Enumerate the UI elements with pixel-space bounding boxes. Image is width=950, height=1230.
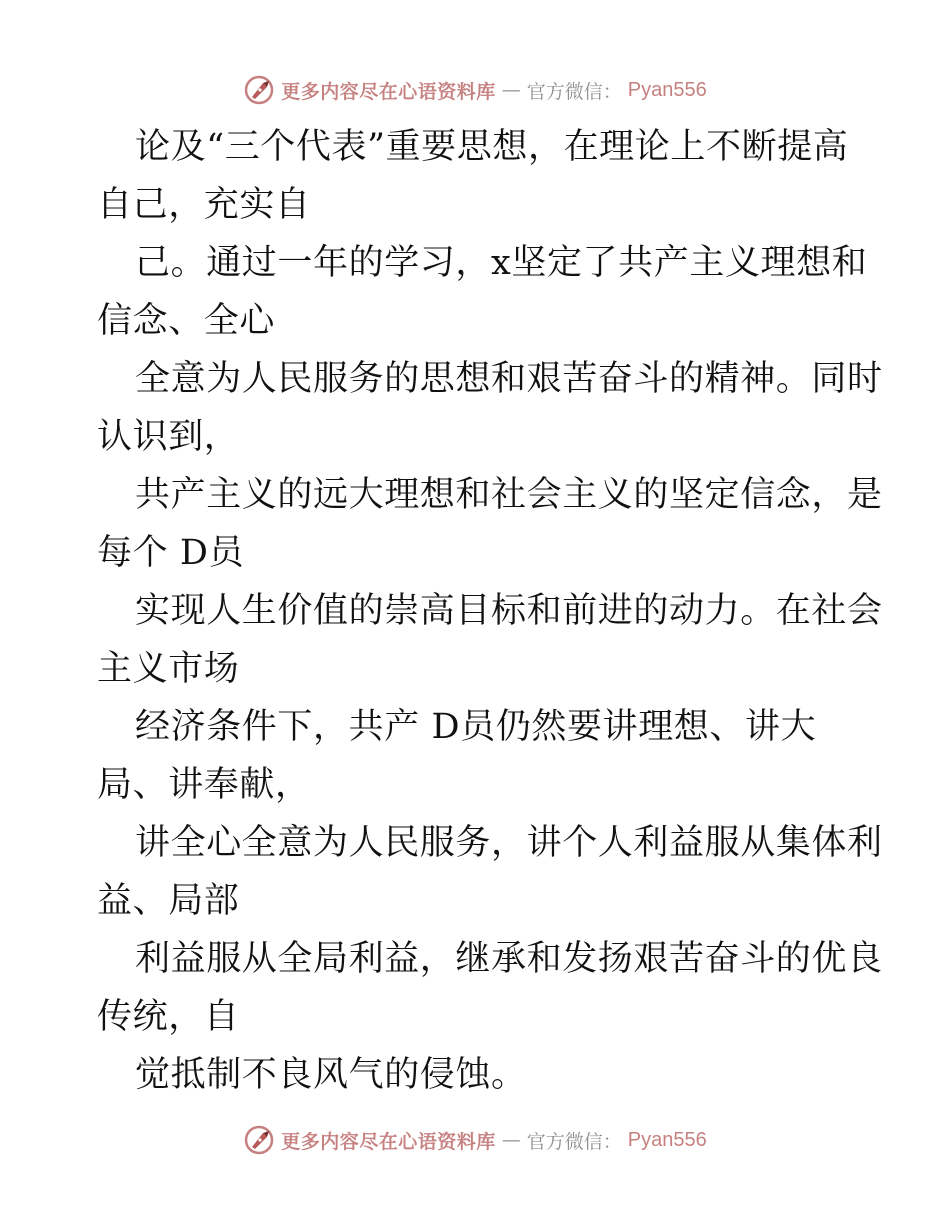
text-line: 觉抵制不良风气的侵蚀。	[135, 1055, 527, 1095]
footer-slogan: 更多内容尽在心语资料库	[281, 1130, 496, 1153]
text-line: 己。通过一年的学习，x坚定了共产主义理想和	[135, 243, 868, 283]
text-line: 主义市场	[97, 649, 240, 689]
text-line: 信念、全心	[97, 301, 276, 341]
text-line: 自己，充实自	[97, 185, 311, 225]
footer-separator: —	[501, 1129, 521, 1151]
footer-wechat-label: 官方微信：	[526, 1130, 622, 1153]
text-line: 认识到，	[97, 417, 240, 457]
pen-nib-logo-icon	[243, 1124, 275, 1156]
text-line: 共产主义的远大理想和社会主义的坚定信念，是	[135, 475, 883, 515]
header-separator: —	[501, 79, 521, 101]
header-slogan: 更多内容尽在心语资料库	[281, 80, 496, 103]
text-line: 实现人生价值的崇高目标和前进的动力。在社会	[135, 591, 883, 631]
text-line: 局、讲奉献，	[97, 765, 311, 805]
document-body	[97, 118, 883, 1104]
footer-wechat-id: Pyan556	[627, 1128, 707, 1151]
text-line: 每个 D员	[97, 533, 245, 573]
text-line: 益、局部	[97, 881, 240, 921]
text-line: 论及“三个代表”重要思想，在理论上不断提高	[135, 127, 849, 167]
header-wechat-id: Pyan556	[627, 78, 707, 101]
header-wechat-label: 官方微信：	[526, 80, 622, 103]
text-line: 利益服从全局利益，继承和发扬艰苦奋斗的优良	[135, 939, 883, 979]
footer-banner	[0, 1120, 950, 1160]
text-line: 讲全心全意为人民服务，讲个人利益服从集体利	[135, 823, 883, 863]
text-line: 传统，自	[97, 997, 240, 1037]
text-line: 全意为人民服务的思想和艰苦奋斗的精神。同时	[135, 359, 883, 399]
pen-nib-logo-icon	[243, 74, 275, 106]
header-banner	[0, 70, 950, 110]
text-line: 经济条件下，共产 D员仍然要讲理想、讲大	[135, 707, 817, 747]
